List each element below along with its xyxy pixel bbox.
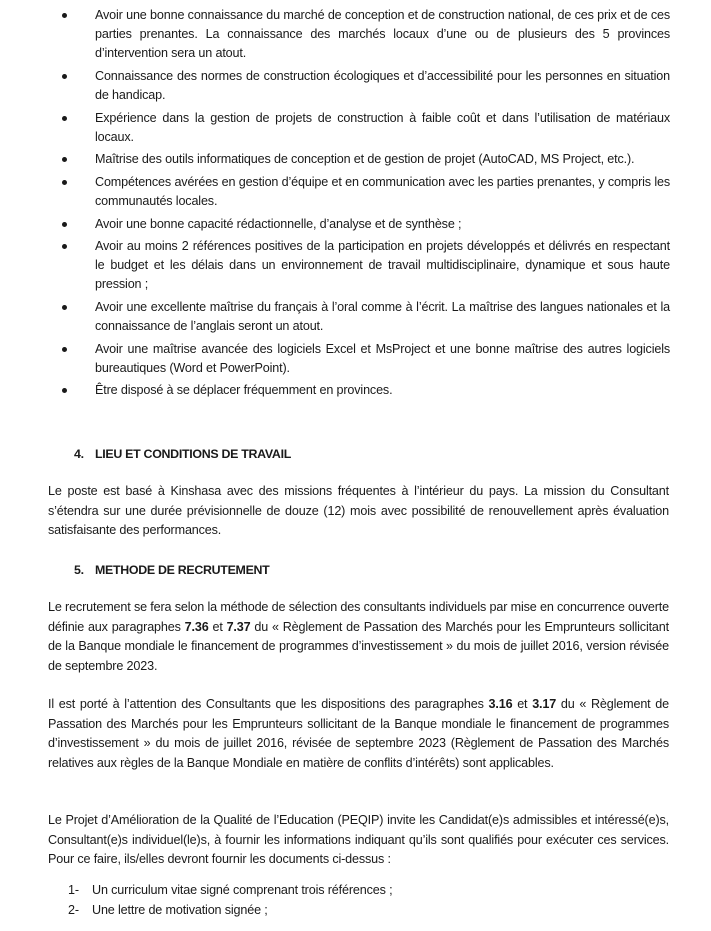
bullet-icon — [62, 305, 67, 310]
section-4-heading: 4. LIEU ET CONDITIONS DE TRAVAIL — [74, 447, 291, 461]
bullet-icon — [62, 13, 67, 18]
recruitment-method-paragraph: Le recrutement se fera selon la méthode de sélection des consultants individuels par mise en concurrence ouverte définie aux paragraphes 7.36 et 7.37 du « Règlement de Passation des Marchés pour les Emprunteurs sollicitant de la Banque mondiale le financement de programmes d’investissement » du mois de juillet 2016, version révisée de septembre 2023. — [48, 600, 669, 673]
requirement-item: Avoir une excellente maîtrise du français à l’oral comme à l’écrit. La maîtrise des langues nationales et la connaissance de l’anglais seront un atout. — [62, 298, 670, 336]
bullet-icon — [62, 388, 67, 393]
bullet-icon — [62, 157, 67, 162]
requirement-item: Avoir au moins 2 références positives de la participation en projets développés et délivrés en respectant le budget et les délais dans un environnement de travail multidisciplinaire, dynamique et sous haute pression ; — [62, 237, 670, 295]
bullet-icon — [62, 116, 67, 121]
requirement-item: Expérience dans la gestion de projets de construction à faible coût et dans l’utilisation de matériaux locaux. — [62, 109, 670, 147]
required-documents-list — [68, 880, 392, 920]
requirement-item: Avoir une bonne connaissance du marché de conception et de construction national, de ces prix et de ces parties prenantes. La connaissance des marchés locaux d’une ou de plusieurs des 5 provinces d’intervention sera un atout. — [62, 6, 670, 64]
document-item: 2- Une lettre de motivation signée ; — [68, 903, 268, 917]
requirement-item: Avoir une bonne capacité rédactionnelle, d’analyse et de synthèse ; — [62, 215, 670, 234]
requirements-list — [62, 6, 670, 404]
bullet-icon — [62, 74, 67, 79]
bullet-icon — [62, 180, 67, 185]
document-item: 1- Un curriculum vitae signé comprenant trois références ; — [68, 883, 393, 897]
requirement-item: Maîtrise des outils informatiques de conception et de gestion de projet (AutoCAD, MS Project, etc.). — [62, 150, 670, 169]
requirement-item: Compétences avérées en gestion d’équipe et en communication avec les parties prenantes, y compris les communautés locales. — [62, 173, 670, 211]
conflict-of-interest-paragraph: Il est porté à l’attention des Consultants que les dispositions des paragraphes 3.16 et 3.17 du « Règlement de Passation des Marchés pour les Emprunteurs sollicitant de la Banque mondiale le financement de programmes d’investissement » du mois de juillet 2016, révisée de septembre 2023 (Règlement de Passation des Marchés relatives aux règles de la Banque Mondiale en matière de conflits d’intérêts) sont applicables. — [48, 697, 670, 770]
bullet-icon — [62, 244, 67, 249]
bullet-icon — [62, 347, 67, 352]
requirement-item: Connaissance des normes de construction écologiques et d’accessibilité pour les personnes en situation de handicap. — [62, 67, 670, 105]
requirement-item: Avoir une maîtrise avancée des logiciels Excel et MsProject et une bonne maîtrise des autres logiciels bureautiques (Word et PowerPoint). — [62, 340, 670, 378]
section-5-heading: 5. METHODE DE RECRUTEMENT — [74, 563, 270, 577]
invitation-paragraph: Le Projet d’Amélioration de la Qualité de l’Education (PEQIP) invite les Candidat(e)s admissibles et intéressé(e)s, Consultant(e)s individuel(le)s, à fournir les informations indiquant qu’ils sont qualifiés pour exécuter ces services. Pour ce faire, ils/elles devront fournir les documents ci-dessus : — [48, 813, 669, 867]
requirement-item: Être disposé à se déplacer fréquemment en provinces. — [62, 381, 670, 400]
section-4-body: Le poste est basé à Kinshasa avec des missions fréquentes à l’intérieur du pays. La mission du Consultant s’étendra sur une durée prévisionnelle de douze (12) mois avec possibilité de renouvellement après évaluation satisfaisante des performances. — [48, 484, 669, 538]
bullet-icon — [62, 222, 67, 227]
